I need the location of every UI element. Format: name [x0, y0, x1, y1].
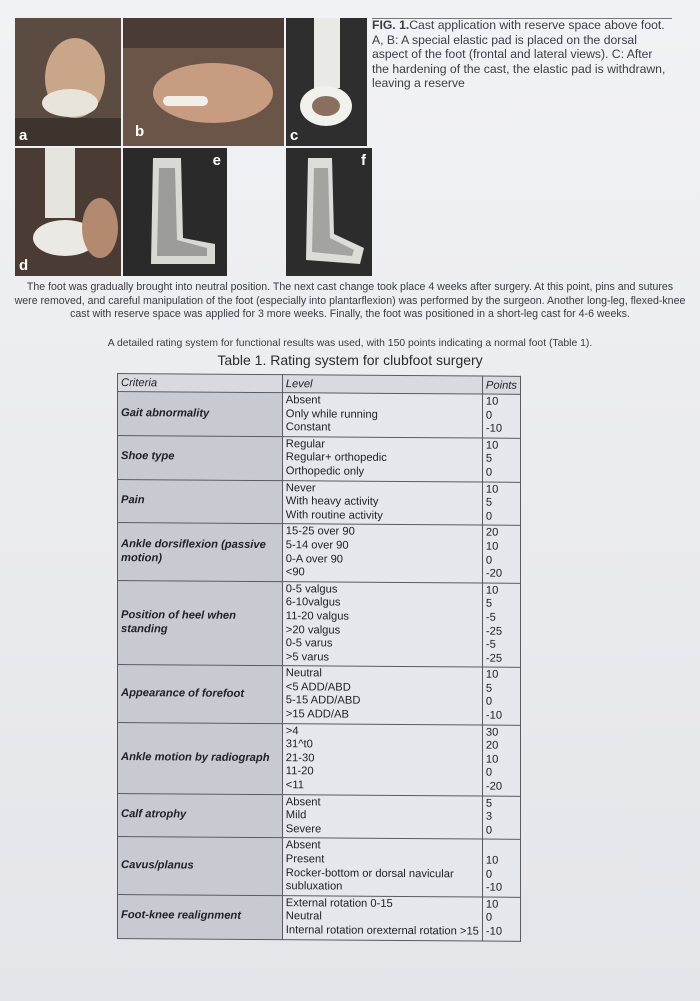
points-cell	[482, 482, 520, 526]
points-cell	[482, 667, 520, 725]
criteria-cell	[118, 392, 283, 437]
criteria-label: Ankle dorsiflexion (passive motion)	[121, 537, 266, 564]
points-item: 0	[485, 696, 493, 709]
level-item: Present	[285, 853, 325, 866]
level-item: >4	[285, 724, 299, 737]
level-item: Neutral	[285, 910, 322, 923]
photo-label-f: f	[361, 152, 366, 169]
points-item: -25	[485, 652, 503, 665]
criteria-label: Foot-knee realignment	[121, 909, 241, 923]
level-item: Severe	[285, 822, 322, 836]
criteria-label: Ankle motion by radiograph	[121, 750, 270, 764]
points-item: 10	[485, 540, 499, 553]
level-item: Rocker-bottom or dorsal navicular	[285, 866, 454, 880]
criteria-cell	[118, 894, 283, 939]
criteria-label: Cavus/planus	[121, 858, 194, 872]
level-item: 0-5 varus	[285, 637, 333, 650]
criteria-label: Gait abnormality	[121, 406, 210, 420]
points-item: 0	[485, 409, 493, 422]
level-item: 0-5 valgus	[285, 582, 338, 596]
points-item: -5	[485, 611, 496, 624]
points-cell	[482, 839, 520, 897]
photo-a	[15, 18, 121, 146]
points-item: 0	[485, 911, 493, 924]
level-item: 15-25 over 90	[285, 525, 355, 539]
photo-label-a: a	[19, 127, 28, 144]
table-row	[118, 435, 521, 482]
table-row	[118, 793, 521, 840]
table-row	[118, 523, 521, 583]
points-item: 10	[485, 898, 499, 911]
level-item: 31^t0	[285, 738, 313, 751]
photo-c	[286, 18, 367, 146]
caption-label: FIG. 1.	[372, 18, 410, 32]
points-item: 5	[485, 496, 493, 509]
level-item: 11-20 valgus	[285, 610, 350, 623]
points-item: 30	[485, 726, 499, 739]
level-cell	[282, 393, 482, 438]
points-cell	[482, 897, 520, 941]
criteria-cell	[118, 722, 283, 794]
criteria-label: Pain	[121, 494, 145, 507]
table-row	[118, 837, 521, 897]
table-row	[118, 894, 521, 941]
level-cell	[282, 723, 482, 795]
points-cell	[482, 583, 520, 668]
intro-line: A detailed rating system for functional results was used, with 150 points indicating a normal foot (Table 1).	[107, 338, 593, 349]
points-item: 20	[485, 526, 499, 540]
points-item: -20	[485, 780, 503, 793]
table-row	[118, 580, 521, 667]
level-item: <11	[285, 779, 304, 792]
points-item: 5	[485, 597, 493, 610]
points-item: 0	[485, 466, 493, 479]
level-item: External rotation 0-15	[285, 896, 393, 910]
criteria-cell	[118, 580, 283, 666]
level-item: >15 ADD/AB	[285, 708, 349, 721]
level-item: Only while running	[285, 407, 378, 421]
points-item: 10	[485, 668, 499, 681]
level-item: 0-A over 90	[285, 552, 344, 566]
points-item: -5	[485, 638, 496, 651]
criteria-cell	[118, 523, 283, 582]
level-cell	[282, 838, 482, 897]
table-row	[118, 479, 521, 526]
level-item: Never	[285, 481, 316, 494]
level-cell	[282, 436, 482, 481]
criteria-cell	[118, 665, 283, 724]
photo-label-d: d	[19, 257, 29, 274]
criteria-cell	[118, 435, 283, 480]
header-level: Level	[282, 375, 482, 394]
points-item: 10	[485, 854, 499, 867]
points-item: 0	[485, 868, 493, 881]
figure-caption	[372, 18, 672, 91]
level-item: Constant	[285, 421, 331, 434]
level-item: Internal rotation orexternal rotation >15	[285, 924, 479, 938]
points-item: 10	[485, 753, 499, 766]
points-item: -10	[485, 925, 503, 938]
rating-table	[117, 373, 521, 941]
level-cell	[282, 524, 482, 583]
criteria-label: Shoe type	[121, 450, 175, 463]
points-item: -10	[485, 881, 503, 894]
points-item: 20	[485, 739, 499, 752]
level-item: Neutral	[285, 667, 322, 680]
table-row	[118, 392, 521, 439]
level-item: 6-10valgus	[285, 596, 341, 609]
level-item: Absent	[285, 394, 321, 407]
points-item: 10	[485, 584, 499, 597]
points-cell	[482, 525, 520, 583]
level-item: Mild	[285, 809, 307, 822]
table-row	[118, 665, 521, 725]
points-item	[486, 841, 518, 855]
body-paragraph: The foot was gradually brought into neutral position. The next cast change took place 4 weeks after surgery. At this point, pins and sutures were removed, and careful manipulation of the foot (especially into plantarflexion) was performed by the surgeon. Another long-leg, flexed-knee cast with reserve space was applied for 3 more weeks. Finally, the foot was positioned in a short-leg cast for 4-6 weeks.	[14, 281, 686, 321]
points-item: 5	[485, 682, 493, 695]
header-criteria: Criteria	[118, 374, 283, 393]
photo-label-e: e	[212, 152, 221, 169]
level-cell	[282, 480, 482, 525]
criteria-cell	[118, 837, 283, 896]
points-item: -25	[485, 625, 503, 638]
level-item: 5-14 over 90	[285, 539, 349, 552]
photo-label-c: c	[290, 127, 299, 144]
points-cell	[482, 438, 520, 482]
points-cell	[482, 725, 520, 796]
criteria-label: Position of heel when standing	[121, 608, 236, 635]
points-item: 10	[485, 395, 499, 408]
level-item: subluxation	[285, 880, 343, 893]
points-item: 10	[485, 439, 499, 452]
photo-e	[123, 148, 227, 276]
criteria-cell	[118, 479, 283, 524]
table-title: Table 1. Rating system for clubfoot surgery	[217, 352, 483, 368]
points-item: -10	[485, 709, 503, 722]
level-item: Absent	[285, 839, 321, 852]
level-item: Absent	[285, 795, 321, 809]
header-points: Points	[482, 376, 520, 394]
level-item: >5 varus	[285, 650, 330, 664]
points-item: 0	[485, 510, 493, 523]
level-item: 21-30	[285, 752, 315, 765]
photo-d	[15, 148, 121, 276]
points-item: 0	[485, 767, 493, 780]
photo-b	[123, 18, 284, 146]
level-item: 5-15 ADD/ABD	[285, 694, 361, 708]
points-item: 5	[485, 452, 493, 465]
points-item: 3	[485, 810, 493, 823]
level-item: <5 ADD/ABD	[285, 681, 351, 694]
level-cell	[282, 794, 482, 839]
level-item: With routine activity	[285, 508, 383, 522]
table-row	[118, 722, 521, 796]
criteria-label: Appearance of forefoot	[121, 686, 245, 700]
points-item: 0	[485, 824, 493, 837]
caption-text: Cast application with reserve space above foot. A, B: A special elastic pad is placed on the dorsal aspect of the foot (frontal and lateral views). C: After the hardening of the cast, the elastic pad is withdrawn, leaving a reserve	[372, 18, 666, 90]
level-cell	[282, 581, 482, 667]
photo-f	[286, 148, 372, 276]
level-item: 11-20	[285, 765, 314, 778]
level-item: Regular+ orthopedic	[285, 451, 387, 465]
points-item: 10	[485, 483, 499, 496]
level-item: With heavy activity	[285, 495, 379, 508]
points-cell	[482, 796, 520, 840]
points-item: -10	[485, 422, 503, 435]
criteria-label: Calf atrophy	[121, 808, 187, 821]
level-item: >20 valgus	[285, 623, 341, 637]
level-item: <90	[285, 566, 305, 579]
level-cell	[282, 666, 482, 725]
points-item: -20	[485, 567, 503, 580]
photo-label-b: b	[135, 123, 145, 140]
points-item: 5	[485, 797, 493, 810]
points-cell	[482, 394, 520, 438]
level-item: Orthopedic only	[285, 465, 365, 478]
level-cell	[282, 895, 482, 940]
level-item: Regular	[285, 437, 325, 451]
criteria-cell	[118, 793, 283, 838]
points-item: 0	[485, 554, 493, 567]
